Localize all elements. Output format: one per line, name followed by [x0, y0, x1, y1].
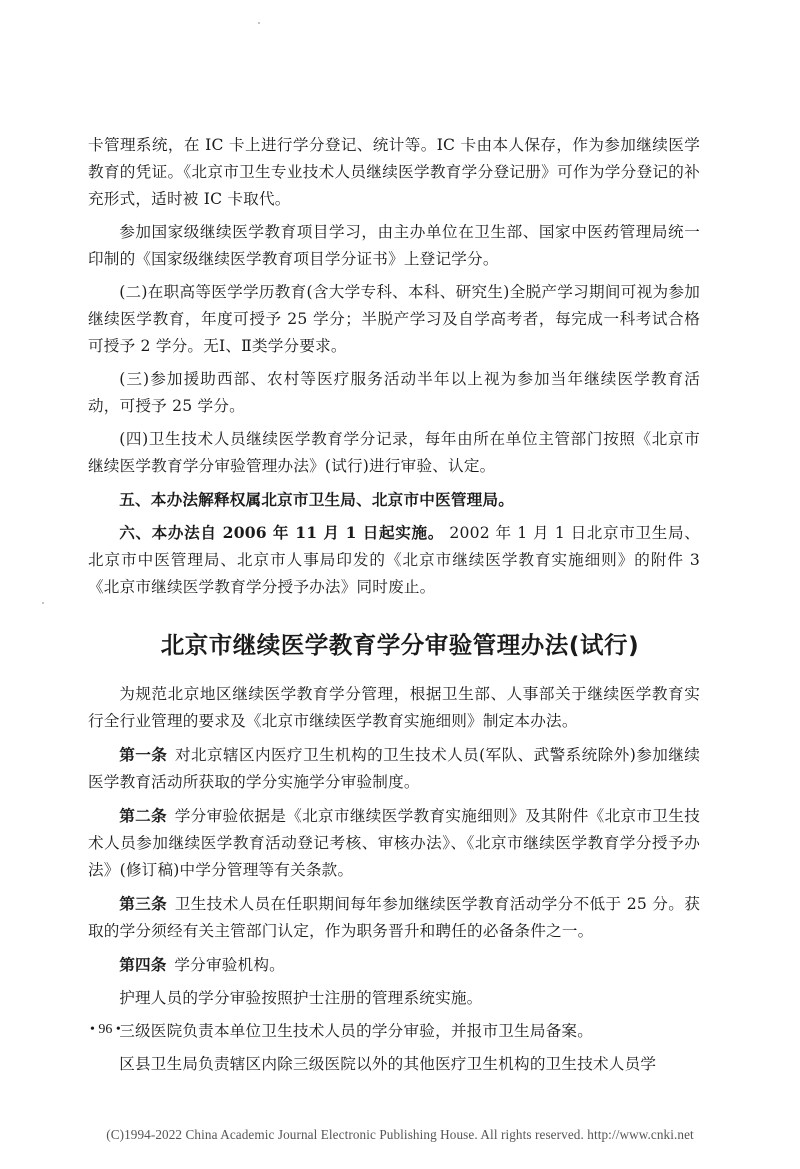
paragraph-nursing: 护理人员的学分审验按照护士注册的管理系统实施。: [119, 989, 483, 1007]
paragraph-1: 卡管理系统，在 IC 卡上进行学分登记、统计等。IC 卡由本人保存，作为参加继续医学教育的凭证。《北京市卫生专业技术人员继续医学教育学分登记册》可作为学分登记的补充形式，适时被 IC 卡取代。: [88, 136, 700, 208]
article-label: 第一条: [119, 745, 168, 764]
article-1: [88, 741, 700, 796]
paragraph-7-body: 2002 年 1 月 1 日北京市卫生局、北京市中医管理局、北京市人事局印发的《北京市继续医学教育实施细则》的附件 3《北京市继续医学教育学分授予办法》同时废止。: [88, 524, 700, 596]
paragraph-2: 参加国家级继续医学教育项目学习，由主办单位在卫生部、国家中医药管理局统一印制的《国家级继续医学教育项目学分证书》上登记学分。: [88, 223, 700, 268]
intro-paragraph: 为规范北京地区继续医学教育学分管理，根据卫生部、人事部关于继续医学教育实行全行业管理的要求及《北京市继续医学教育实施细则》制定本办法。: [88, 685, 700, 730]
article-text: 卫生技术人员在任职期间每年参加继续医学教育活动学分不低于 25 分。获取的学分须经有关主管部门认定，作为职务晋升和聘任的必备条件之一。: [88, 895, 700, 940]
article-label: 第三条: [119, 894, 168, 913]
section-2-body: [88, 681, 700, 1084]
paragraph-tertiary: 三级医院负责本单位卫生技术人员的学分审验，并报市卫生局备案。: [119, 1022, 594, 1040]
paragraph-3: (二)在职高等医学学历教育(含大学专科、本科、研究生)全脱产学习期间可视为参加继续医学教育，年度可授予 25 学分；半脱产学习及自学高考者，每完成一科考试合格可授予 2 学分。无Ⅰ、Ⅱ类学分要求。: [88, 283, 700, 355]
article-text: 对北京辖区内医疗卫生机构的卫生技术人员(军队、武警系统除外)参加继续医学教育活动所获取的学分实施学分审验制度。: [88, 746, 701, 791]
article-3: [88, 890, 700, 945]
article-label: 第二条: [119, 806, 167, 825]
copyright-footer: (C)1994-2022 China Academic Journal Electronic Publishing House. All rights reserved. http://www.cnki.net: [106, 1127, 694, 1142]
paragraph-6: 五、本办法解释权属北京市卫生局、北京市中医管理局。: [119, 490, 515, 509]
article-text: 学分审验依据是《北京市继续医学教育实施细则》及其附件《北京市卫生技术人员参加继续医学教育活动登记考核、审核办法》、《北京市继续医学教育学分授予办法》(修订稿)中学分管理等有关条款。: [88, 807, 700, 879]
article-text: 学分审验机构。: [174, 956, 285, 974]
effective-date-clause: 六、本办法自 2006 年 11 月 1 日起实施。: [119, 523, 444, 542]
section-1-body: [88, 132, 700, 607]
paragraph-7: [88, 519, 700, 601]
article-4: [88, 951, 700, 979]
paragraph-4: (三)参加援助西部、农村等医疗服务活动半年以上视为参加当年继续医学教育活动，可授予 25 学分。: [88, 370, 700, 415]
article-title: 北京市继续医学教育学分审验管理办法(试行): [160, 631, 640, 659]
page-number: • 96 •: [90, 1022, 121, 1037]
paragraph-5: (四)卫生技术人员继续医学教育学分记录，每年由所在单位主管部门按照《北京市继续医学教育学分审验管理办法》(试行)进行审验、认定。: [88, 430, 700, 475]
article-2: [88, 802, 700, 884]
scan-speck: [258, 22, 260, 24]
paragraph-district: 区县卫生局负责辖区内除三级医院以外的其他医疗卫生机构的卫生技术人员学: [119, 1055, 657, 1073]
scan-speck: [42, 602, 44, 604]
article-label: 第四条: [119, 955, 167, 974]
